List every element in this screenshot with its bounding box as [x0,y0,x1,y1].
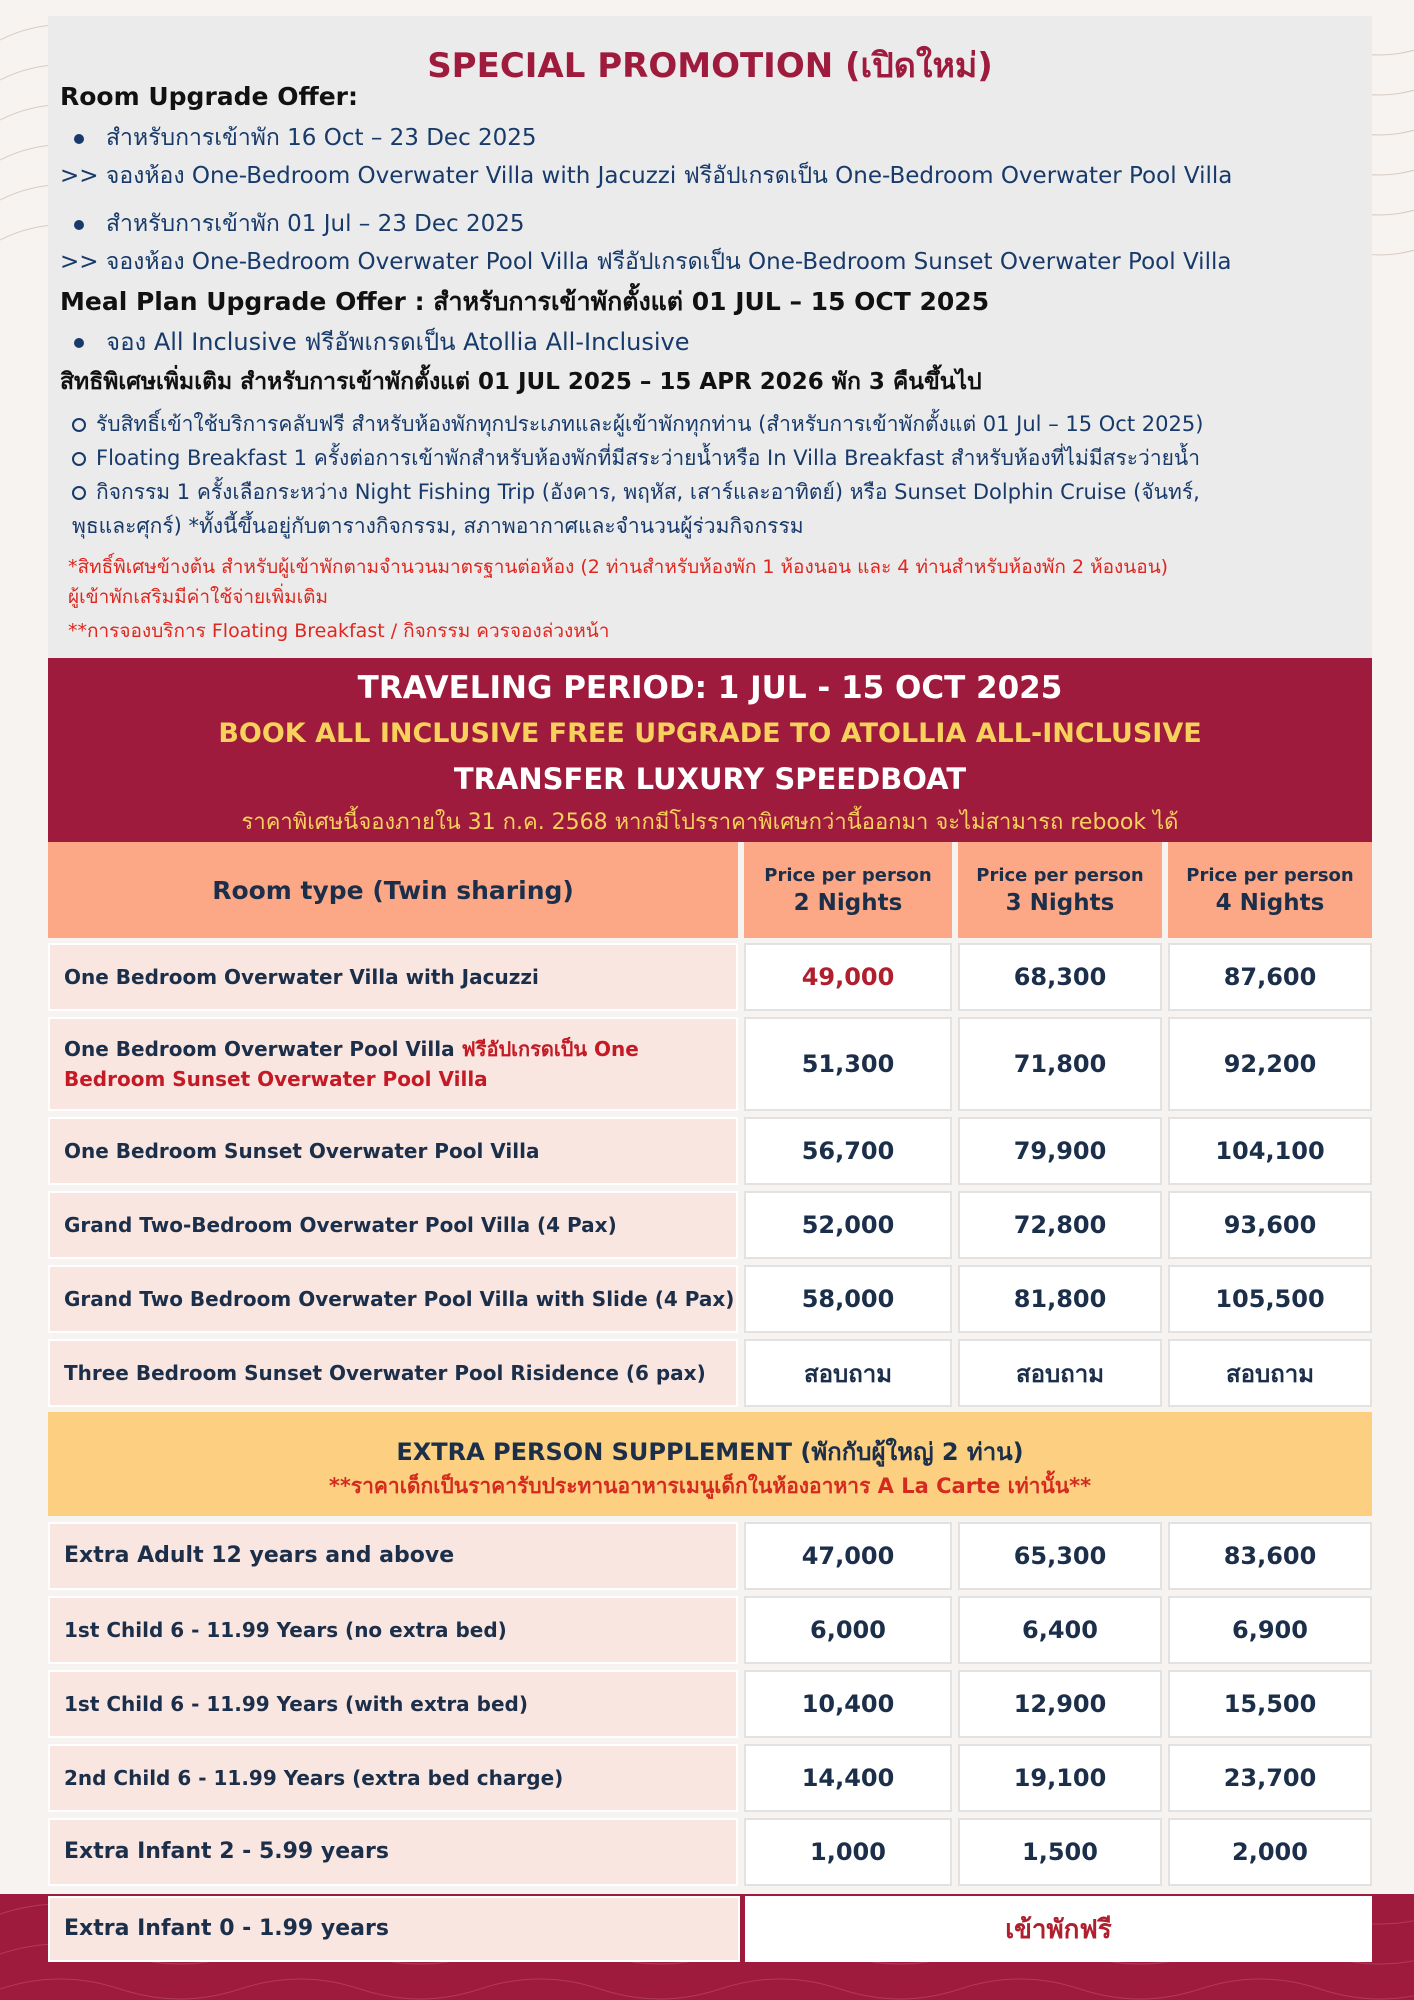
price-cell: 56,700 [744,1117,952,1185]
room-type-cell: One Bedroom Overwater Villa with Jacuzzi [48,943,738,1011]
upgrade-2-detail: >> จองห้อง One-Bedroom Overwater Pool Villa ฟรีอัปเกรดเป็น One-Bedroom Sunset Overwater Pool Villa [60,249,1232,275]
price-cell: 6,400 [958,1596,1162,1664]
room-type-cell: Grand Two-Bedroom Overwater Pool Villa (4 Pax) [48,1191,738,1259]
note-advance-booking: **การจองบริการ Floating Breakfast / กิจกรรม ควรจองล่วงหน้า [68,620,610,642]
room-name: One Bedroom Overwater Pool Villa [64,1037,462,1061]
price-cell: 1,000 [744,1818,952,1886]
price-per-person-label: Price per person [976,864,1144,886]
bullet-icon [74,220,84,230]
upgrade-2-period [74,206,525,242]
extra-person-band [48,1412,1372,1516]
transfer-info: TRANSFER LUXURY SPEEDBOAT [453,762,967,796]
price-cell: 93,600 [1168,1191,1372,1259]
price-cell: 15,500 [1168,1670,1372,1738]
nights-label: 3 Nights [1005,889,1115,916]
note-standard-occupancy: *สิทธิ์พิเศษข้างต้น สำหรับผู้เข้าพักตามจำนวนมาตรฐานต่อห้อง (2 ท่านสำหรับห้องพัก 1 ห้องนอน และ 4 ท่านสำหรับห้องพัก 2 ห้องนอน) [68,556,1169,578]
circle-bullet-icon [72,486,86,500]
room-type-text [64,1034,639,1094]
bullet-icon [74,338,84,348]
privilege-item-1-text: รับสิทธิ์เข้าใช้บริการคลับฟรี สำหรับห้องพักทุกประเภทและผู้เข้าพักทุกท่าน (สำหรับการเข้าพักตั้งแต่ 01 Jul – 15 Oct 2025) [96,412,1204,436]
price-cell: 12,900 [958,1670,1162,1738]
free-upgrade-target: Bedroom Sunset Overwater Pool Villa [64,1067,488,1091]
supplement-type-cell: 1st Child 6 - 11.99 Years (no extra bed) [48,1596,738,1664]
price-cell: 52,000 [744,1191,952,1259]
price-cell: 14,400 [744,1744,952,1812]
privilege-item-3-cont: พุธและศุกร์) *ทั้งนี้ขึ้นอยู่กับตารางกิจกรรม, สภาพอากาศและจำนวนผู้ร่วมกิจกรรม [72,514,804,538]
price-cell: 6,900 [1168,1596,1372,1664]
note-extra-guest: ผู้เข้าพักเสริมมีค่าใช้จ่ายเพิ่มเติม [68,586,329,608]
price-per-person-label: Price per person [764,864,932,886]
privilege-item-2-text: Floating Breakfast 1 ครั้งต่อการเข้าพักสำหรับห้องพักที่มีสระว่ายน้ำหรือ In Villa Breakfast สำหรับห้องที่ไม่มีสระว่ายน้ำ [96,446,1201,470]
meal-plan-item-text: จอง All Inclusive ฟรีอัพเกรดเป็น Atollia All-Inclusive [106,328,690,356]
price-cell: 87,600 [1168,943,1372,1011]
extra-person-heading: EXTRA PERSON SUPPLEMENT (พักกับผู้ใหญ่ 2 ท่าน) [396,1438,1024,1466]
room-upgrade-heading: Room Upgrade Offer: [60,82,358,111]
price-cell: 81,800 [958,1265,1162,1333]
price-cell: 10,400 [744,1670,952,1738]
price-cell: 65,300 [958,1522,1162,1590]
child-meal-note: **ราคาเด็กเป็นราคารับประทานอาหารเมนูเด็กในห้องอาหาร A La Carte เท่านั้น** [328,1474,1092,1498]
price-cell: 51,300 [744,1017,952,1111]
upgrade-1-period-text: สำหรับการเข้าพัก 16 Oct – 23 Dec 2025 [106,125,537,151]
privilege-item-3 [72,476,1200,509]
free-upgrade-highlight: ฟรีอัปเกรดเป็น One [461,1037,639,1061]
price-cell: 58,000 [744,1265,952,1333]
price-cell: สอบถาม [958,1339,1162,1407]
circle-bullet-icon [72,452,86,466]
price-cell: 6,000 [744,1596,952,1664]
upgrade-1-detail: >> จองห้อง One-Bedroom Overwater Villa with Jacuzzi ฟรีอัปเกรดเป็น One-Bedroom Overwater Pool Villa [60,163,1233,189]
privilege-item-2 [72,442,1200,475]
supplement-type-cell: 2nd Child 6 - 11.99 Years (extra bed charge) [48,1744,738,1812]
price-cell: 1,500 [958,1818,1162,1886]
supplement-type-cell: Extra Infant 2 - 5.99 years [48,1818,738,1886]
price-cell: 19,100 [958,1744,1162,1812]
bullet-icon [74,134,84,144]
price-cell: สอบถาม [1168,1339,1372,1407]
nights-label: 2 Nights [793,889,903,916]
room-type-cell: Three Bedroom Sunset Overwater Pool Risidence (6 pax) [48,1339,738,1407]
booking-condition: ราคาพิเศษนี้จองภายใน 31 ก.ค. 2568 หากมีโปรราคาพิเศษกว่านี้ออกมา จะไม่สามารถ rebook ได้ [241,810,1179,835]
infant-free-cell: เข้าพักฟรี [740,1896,1372,1962]
price-cell: 105,500 [1168,1265,1372,1333]
travel-period: TRAVELING PERIOD: 1 JUL - 15 OCT 2025 [357,670,1063,706]
price-cell: 68,300 [958,943,1162,1011]
price-per-person-label: Price per person [1186,864,1354,886]
infant-free-type-cell: Extra Infant 0 - 1.99 years [48,1896,740,1962]
price-header-3-nights [958,842,1162,938]
price-cell: 72,800 [958,1191,1162,1259]
promotion-card [48,16,1372,658]
room-type-header: Room type (Twin sharing) [48,842,738,938]
upgrade-2-period-text: สำหรับการเข้าพัก 01 Jul – 23 Dec 2025 [106,211,525,237]
price-cell: 23,700 [1168,1744,1372,1812]
travel-period-banner [48,658,1372,842]
supplement-type-cell: 1st Child 6 - 11.99 Years (with extra bed) [48,1670,738,1738]
price-cell: 2,000 [1168,1818,1372,1886]
supplement-type-cell: Extra Adult 12 years and above [48,1522,738,1590]
all-inclusive-upgrade: BOOK ALL INCLUSIVE FREE UPGRADE TO ATOLLIA ALL-INCLUSIVE [218,718,1202,749]
price-cell: 83,600 [1168,1522,1372,1590]
promotion-title: SPECIAL PROMOTION (เปิดใหม่) [427,46,993,86]
price-header-2-nights [744,842,952,938]
price-cell: สอบถาม [744,1339,952,1407]
privilege-item-3-text: กิจกรรม 1 ครั้งเลือกระหว่าง Night Fishing Trip (อังคาร, พฤหัส, เสาร์และอาทิตย์) หรือ Sunset Dolphin Cruise (จันทร์, [96,480,1200,504]
price-cell: 71,800 [958,1017,1162,1111]
meal-plan-heading: Meal Plan Upgrade Offer : สำหรับการเข้าพักตั้งแต่ 01 JUL – 15 OCT 2025 [60,287,990,316]
price-cell: 47,000 [744,1522,952,1590]
meal-plan-item [74,322,690,361]
price-cell: 49,000 [744,943,952,1011]
circle-bullet-icon [72,418,86,432]
price-cell: 79,900 [958,1117,1162,1185]
price-cell: 92,200 [1168,1017,1372,1111]
price-cell: 104,100 [1168,1117,1372,1185]
upgrade-1-period [74,120,537,156]
price-header-4-nights [1168,842,1372,938]
room-type-cell: Grand Two Bedroom Overwater Pool Villa with Slide (4 Pax) [48,1265,738,1333]
nights-label: 4 Nights [1215,889,1325,916]
privilege-heading: สิทธิพิเศษเพิ่มเติม สำหรับการเข้าพักตั้งแต่ 01 JUL 2025 – 15 APR 2026 พัก 3 คืนขึ้นไป [60,369,982,395]
room-type-cell: One Bedroom Sunset Overwater Pool Villa [48,1117,738,1185]
privilege-item-1 [72,408,1203,441]
room-type-cell [48,1017,738,1111]
